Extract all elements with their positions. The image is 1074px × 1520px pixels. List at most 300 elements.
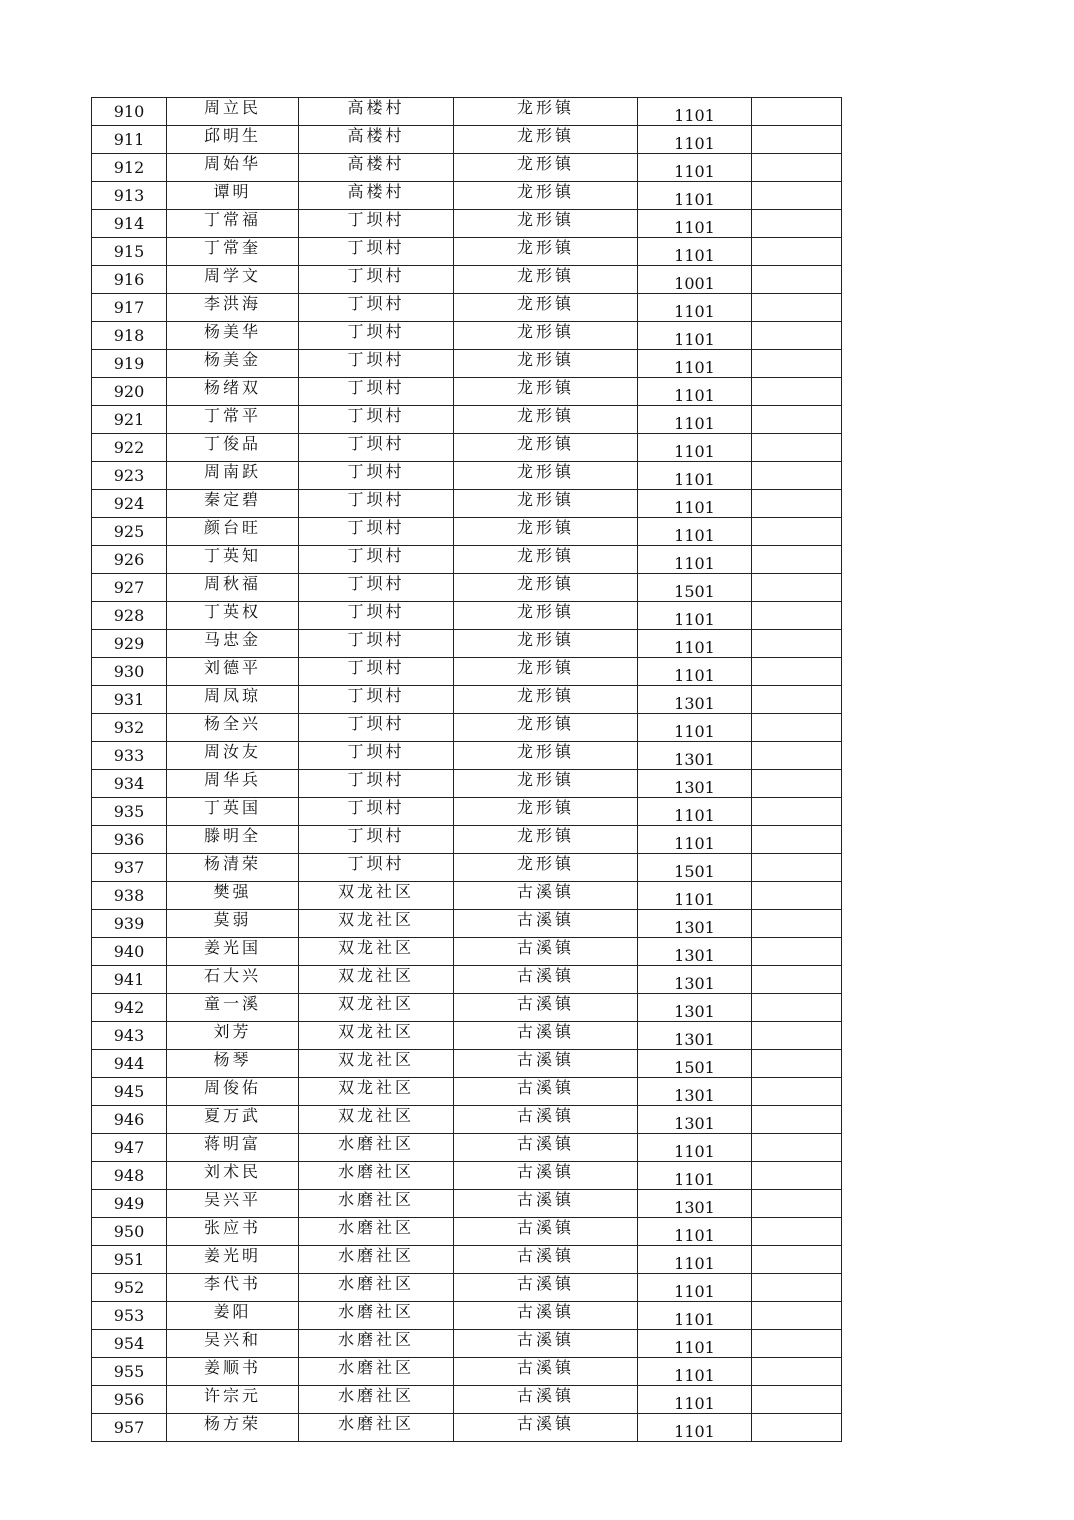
town-cell: 龙形镇: [454, 686, 638, 714]
code-cell: 1101: [638, 658, 752, 686]
row-number-cell: 940: [92, 938, 167, 966]
row-number-cell: 924: [92, 490, 167, 518]
blank-cell: [752, 434, 842, 462]
code-cell: 1101: [638, 602, 752, 630]
code-cell: 1301: [638, 994, 752, 1022]
blank-cell: [752, 518, 842, 546]
blank-cell: [752, 1246, 842, 1274]
person-name-cell: 姜阳: [167, 1302, 299, 1330]
town-cell: 龙形镇: [454, 742, 638, 770]
person-name-cell: 周南跃: [167, 462, 299, 490]
code-cell: 1101: [638, 294, 752, 322]
blank-cell: [752, 910, 842, 938]
town-cell: 龙形镇: [454, 714, 638, 742]
row-number-cell: 946: [92, 1106, 167, 1134]
code-cell: 1301: [638, 938, 752, 966]
row-number-cell: 913: [92, 182, 167, 210]
row-number-cell: 929: [92, 630, 167, 658]
row-number-cell: 956: [92, 1386, 167, 1414]
blank-cell: [752, 1162, 842, 1190]
village-cell: 双龙社区: [299, 1078, 454, 1106]
town-cell: 古溪镇: [454, 1134, 638, 1162]
row-number-cell: 925: [92, 518, 167, 546]
town-cell: 龙形镇: [454, 182, 638, 210]
row-number-cell: 926: [92, 546, 167, 574]
table-row: [92, 938, 842, 966]
row-number-cell: 948: [92, 1162, 167, 1190]
code-cell: 1301: [638, 1022, 752, 1050]
person-name-cell: 许宗元: [167, 1386, 299, 1414]
town-cell: 龙形镇: [454, 490, 638, 518]
code-cell: 1101: [638, 714, 752, 742]
person-name-cell: 童一溪: [167, 994, 299, 1022]
table-row: [92, 1358, 842, 1386]
village-cell: 丁坝村: [299, 210, 454, 238]
row-number-cell: 955: [92, 1358, 167, 1386]
village-cell: 丁坝村: [299, 630, 454, 658]
town-cell: 龙形镇: [454, 154, 638, 182]
code-cell: 1101: [638, 1414, 752, 1442]
table-row: [92, 126, 842, 154]
code-cell: 1101: [638, 378, 752, 406]
table-row: [92, 518, 842, 546]
row-number-cell: 920: [92, 378, 167, 406]
code-cell: 1301: [638, 742, 752, 770]
village-cell: 丁坝村: [299, 574, 454, 602]
row-number-cell: 943: [92, 1022, 167, 1050]
person-name-cell: 周学文: [167, 266, 299, 294]
code-cell: 1101: [638, 882, 752, 910]
table-row: [92, 1050, 842, 1078]
person-name-cell: 丁常福: [167, 210, 299, 238]
row-number-cell: 919: [92, 350, 167, 378]
town-cell: 古溪镇: [454, 1078, 638, 1106]
town-cell: 古溪镇: [454, 1190, 638, 1218]
town-cell: 龙形镇: [454, 378, 638, 406]
code-cell: 1101: [638, 126, 752, 154]
roster-table-body: [92, 98, 842, 1442]
village-cell: 丁坝村: [299, 658, 454, 686]
blank-cell: [752, 826, 842, 854]
blank-cell: [752, 742, 842, 770]
table-row: [92, 378, 842, 406]
town-cell: 古溪镇: [454, 1386, 638, 1414]
code-cell: 1101: [638, 350, 752, 378]
table-row: [92, 434, 842, 462]
code-cell: 1101: [638, 406, 752, 434]
village-cell: 水磨社区: [299, 1274, 454, 1302]
row-number-cell: 930: [92, 658, 167, 686]
village-cell: 丁坝村: [299, 462, 454, 490]
code-cell: 1101: [638, 630, 752, 658]
table-row: [92, 910, 842, 938]
town-cell: 龙形镇: [454, 434, 638, 462]
row-number-cell: 921: [92, 406, 167, 434]
table-row: [92, 210, 842, 238]
village-cell: 丁坝村: [299, 266, 454, 294]
village-cell: 丁坝村: [299, 854, 454, 882]
village-cell: 水磨社区: [299, 1330, 454, 1358]
town-cell: 龙形镇: [454, 798, 638, 826]
table-row: [92, 966, 842, 994]
table-row: [92, 994, 842, 1022]
table-row: [92, 686, 842, 714]
village-cell: 丁坝村: [299, 714, 454, 742]
town-cell: 龙形镇: [454, 546, 638, 574]
town-cell: 龙形镇: [454, 126, 638, 154]
person-name-cell: 邱明生: [167, 126, 299, 154]
town-cell: 古溪镇: [454, 966, 638, 994]
blank-cell: [752, 938, 842, 966]
row-number-cell: 937: [92, 854, 167, 882]
code-cell: 1101: [638, 798, 752, 826]
town-cell: 古溪镇: [454, 1162, 638, 1190]
code-cell: 1301: [638, 910, 752, 938]
village-cell: 丁坝村: [299, 602, 454, 630]
code-cell: 1101: [638, 1358, 752, 1386]
table-row: [92, 238, 842, 266]
town-cell: 龙形镇: [454, 98, 638, 126]
blank-cell: [752, 98, 842, 126]
town-cell: 龙形镇: [454, 574, 638, 602]
person-name-cell: 杨琴: [167, 1050, 299, 1078]
code-cell: 1101: [638, 826, 752, 854]
code-cell: 1101: [638, 1330, 752, 1358]
village-cell: 双龙社区: [299, 938, 454, 966]
town-cell: 古溪镇: [454, 1274, 638, 1302]
town-cell: 龙形镇: [454, 518, 638, 546]
code-cell: 1501: [638, 1050, 752, 1078]
row-number-cell: 912: [92, 154, 167, 182]
town-cell: 古溪镇: [454, 1106, 638, 1134]
table-row: [92, 854, 842, 882]
row-number-cell: 923: [92, 462, 167, 490]
code-cell: 1301: [638, 686, 752, 714]
blank-cell: [752, 1078, 842, 1106]
person-name-cell: 莫弱: [167, 910, 299, 938]
person-name-cell: 周汝友: [167, 742, 299, 770]
village-cell: 双龙社区: [299, 1106, 454, 1134]
blank-cell: [752, 1330, 842, 1358]
code-cell: 1101: [638, 1134, 752, 1162]
village-cell: 丁坝村: [299, 434, 454, 462]
row-number-cell: 932: [92, 714, 167, 742]
row-number-cell: 927: [92, 574, 167, 602]
blank-cell: [752, 266, 842, 294]
code-cell: 1101: [638, 1386, 752, 1414]
village-cell: 双龙社区: [299, 994, 454, 1022]
table-row: [92, 602, 842, 630]
town-cell: 古溪镇: [454, 1358, 638, 1386]
town-cell: 古溪镇: [454, 1302, 638, 1330]
town-cell: 古溪镇: [454, 910, 638, 938]
code-cell: 1301: [638, 966, 752, 994]
person-name-cell: 石大兴: [167, 966, 299, 994]
blank-cell: [752, 322, 842, 350]
person-name-cell: 杨绪双: [167, 378, 299, 406]
person-name-cell: 姜光明: [167, 1246, 299, 1274]
row-number-cell: 936: [92, 826, 167, 854]
table-row: [92, 798, 842, 826]
blank-cell: [752, 1106, 842, 1134]
row-number-cell: 938: [92, 882, 167, 910]
code-cell: 1101: [638, 490, 752, 518]
blank-cell: [752, 1134, 842, 1162]
person-name-cell: 丁英权: [167, 602, 299, 630]
blank-cell: [752, 1302, 842, 1330]
blank-cell: [752, 294, 842, 322]
row-number-cell: 916: [92, 266, 167, 294]
table-row: [92, 1134, 842, 1162]
town-cell: 龙形镇: [454, 770, 638, 798]
table-row: [92, 406, 842, 434]
person-name-cell: 刘芳: [167, 1022, 299, 1050]
blank-cell: [752, 658, 842, 686]
blank-cell: [752, 154, 842, 182]
row-number-cell: 918: [92, 322, 167, 350]
code-cell: 1101: [638, 238, 752, 266]
person-name-cell: 吴兴和: [167, 1330, 299, 1358]
person-name-cell: 丁常平: [167, 406, 299, 434]
blank-cell: [752, 546, 842, 574]
village-cell: 双龙社区: [299, 966, 454, 994]
blank-cell: [752, 1050, 842, 1078]
town-cell: 龙形镇: [454, 406, 638, 434]
village-cell: 丁坝村: [299, 238, 454, 266]
code-cell: 1301: [638, 1106, 752, 1134]
table-row: [92, 1218, 842, 1246]
person-name-cell: 夏万武: [167, 1106, 299, 1134]
town-cell: 古溪镇: [454, 1330, 638, 1358]
table-row: [92, 1274, 842, 1302]
blank-cell: [752, 1190, 842, 1218]
village-cell: 水磨社区: [299, 1302, 454, 1330]
blank-cell: [752, 462, 842, 490]
row-number-cell: 934: [92, 770, 167, 798]
village-cell: 丁坝村: [299, 406, 454, 434]
blank-cell: [752, 406, 842, 434]
table-row: [92, 1190, 842, 1218]
code-cell: 1101: [638, 1246, 752, 1274]
town-cell: 龙形镇: [454, 658, 638, 686]
town-cell: 龙形镇: [454, 854, 638, 882]
row-number-cell: 911: [92, 126, 167, 154]
village-cell: 双龙社区: [299, 910, 454, 938]
town-cell: 龙形镇: [454, 602, 638, 630]
village-cell: 水磨社区: [299, 1134, 454, 1162]
town-cell: 古溪镇: [454, 1050, 638, 1078]
town-cell: 龙形镇: [454, 238, 638, 266]
row-number-cell: 910: [92, 98, 167, 126]
row-number-cell: 915: [92, 238, 167, 266]
village-cell: 高楼村: [299, 154, 454, 182]
table-row: [92, 1302, 842, 1330]
blank-cell: [752, 798, 842, 826]
blank-cell: [752, 490, 842, 518]
person-name-cell: 杨清荣: [167, 854, 299, 882]
row-number-cell: 957: [92, 1414, 167, 1442]
table-row: [92, 574, 842, 602]
blank-cell: [752, 574, 842, 602]
table-row: [92, 294, 842, 322]
village-cell: 水磨社区: [299, 1386, 454, 1414]
code-cell: 1101: [638, 1218, 752, 1246]
person-name-cell: 杨全兴: [167, 714, 299, 742]
person-name-cell: 滕明全: [167, 826, 299, 854]
town-cell: 古溪镇: [454, 1414, 638, 1442]
code-cell: 1101: [638, 154, 752, 182]
person-name-cell: 丁英知: [167, 546, 299, 574]
blank-cell: [752, 238, 842, 266]
row-number-cell: 950: [92, 1218, 167, 1246]
table-row: [92, 1330, 842, 1358]
row-number-cell: 944: [92, 1050, 167, 1078]
table-row: [92, 462, 842, 490]
person-name-cell: 刘德平: [167, 658, 299, 686]
town-cell: 龙形镇: [454, 630, 638, 658]
village-cell: 丁坝村: [299, 686, 454, 714]
person-name-cell: 周凤琼: [167, 686, 299, 714]
town-cell: 龙形镇: [454, 322, 638, 350]
row-number-cell: 931: [92, 686, 167, 714]
person-name-cell: 周立民: [167, 98, 299, 126]
blank-cell: [752, 770, 842, 798]
code-cell: 1501: [638, 574, 752, 602]
code-cell: 1101: [638, 1302, 752, 1330]
table-row: [92, 98, 842, 126]
code-cell: 1101: [638, 518, 752, 546]
blank-cell: [752, 182, 842, 210]
table-row: [92, 546, 842, 574]
village-cell: 高楼村: [299, 98, 454, 126]
person-name-cell: 周始华: [167, 154, 299, 182]
person-name-cell: 杨方荣: [167, 1414, 299, 1442]
blank-cell: [752, 1358, 842, 1386]
person-name-cell: 丁英国: [167, 798, 299, 826]
person-name-cell: 姜顺书: [167, 1358, 299, 1386]
person-name-cell: 秦定碧: [167, 490, 299, 518]
row-number-cell: 952: [92, 1274, 167, 1302]
blank-cell: [752, 126, 842, 154]
blank-cell: [752, 630, 842, 658]
person-name-cell: 樊强: [167, 882, 299, 910]
village-cell: 水磨社区: [299, 1246, 454, 1274]
village-cell: 水磨社区: [299, 1358, 454, 1386]
code-cell: 1101: [638, 546, 752, 574]
table-row: [92, 1246, 842, 1274]
town-cell: 龙形镇: [454, 210, 638, 238]
code-cell: 1101: [638, 98, 752, 126]
village-cell: 水磨社区: [299, 1162, 454, 1190]
village-cell: 丁坝村: [299, 770, 454, 798]
town-cell: 龙形镇: [454, 350, 638, 378]
blank-cell: [752, 350, 842, 378]
person-name-cell: 张应书: [167, 1218, 299, 1246]
row-number-cell: 945: [92, 1078, 167, 1106]
blank-cell: [752, 1274, 842, 1302]
village-cell: 丁坝村: [299, 378, 454, 406]
person-name-cell: 姜光国: [167, 938, 299, 966]
village-cell: 丁坝村: [299, 798, 454, 826]
town-cell: 古溪镇: [454, 994, 638, 1022]
village-cell: 丁坝村: [299, 350, 454, 378]
village-cell: 双龙社区: [299, 882, 454, 910]
blank-cell: [752, 854, 842, 882]
blank-cell: [752, 966, 842, 994]
table-row: [92, 714, 842, 742]
code-cell: 1301: [638, 770, 752, 798]
table-row: [92, 882, 842, 910]
person-name-cell: 丁常奎: [167, 238, 299, 266]
town-cell: 古溪镇: [454, 1218, 638, 1246]
person-name-cell: 杨美金: [167, 350, 299, 378]
table-row: [92, 1414, 842, 1442]
blank-cell: [752, 882, 842, 910]
table-row: [92, 322, 842, 350]
town-cell: 龙形镇: [454, 462, 638, 490]
blank-cell: [752, 1022, 842, 1050]
village-cell: 丁坝村: [299, 826, 454, 854]
table-row: [92, 1078, 842, 1106]
code-cell: 1101: [638, 210, 752, 238]
person-name-cell: 谭明: [167, 182, 299, 210]
person-name-cell: 刘术民: [167, 1162, 299, 1190]
person-name-cell: 杨美华: [167, 322, 299, 350]
table-row: [92, 770, 842, 798]
code-cell: 1101: [638, 462, 752, 490]
town-cell: 龙形镇: [454, 294, 638, 322]
code-cell: 1101: [638, 434, 752, 462]
person-name-cell: 李代书: [167, 1274, 299, 1302]
table-row: [92, 1106, 842, 1134]
blank-cell: [752, 686, 842, 714]
village-cell: 水磨社区: [299, 1190, 454, 1218]
person-name-cell: 周秋福: [167, 574, 299, 602]
town-cell: 古溪镇: [454, 1246, 638, 1274]
row-number-cell: 935: [92, 798, 167, 826]
blank-cell: [752, 994, 842, 1022]
row-number-cell: 951: [92, 1246, 167, 1274]
person-name-cell: 丁俊品: [167, 434, 299, 462]
code-cell: 1501: [638, 854, 752, 882]
roster-table: [91, 97, 842, 1442]
row-number-cell: 939: [92, 910, 167, 938]
person-name-cell: 蒋明富: [167, 1134, 299, 1162]
code-cell: 1101: [638, 182, 752, 210]
village-cell: 丁坝村: [299, 294, 454, 322]
code-cell: 1101: [638, 322, 752, 350]
blank-cell: [752, 602, 842, 630]
table-row: [92, 1022, 842, 1050]
blank-cell: [752, 1414, 842, 1442]
table-row: [92, 182, 842, 210]
person-name-cell: 周俊佑: [167, 1078, 299, 1106]
code-cell: 1101: [638, 1274, 752, 1302]
town-cell: 古溪镇: [454, 882, 638, 910]
row-number-cell: 954: [92, 1330, 167, 1358]
table-row: [92, 742, 842, 770]
person-name-cell: 周华兵: [167, 770, 299, 798]
table-row: [92, 490, 842, 518]
blank-cell: [752, 210, 842, 238]
code-cell: 1101: [638, 1162, 752, 1190]
row-number-cell: 914: [92, 210, 167, 238]
village-cell: 水磨社区: [299, 1218, 454, 1246]
row-number-cell: 949: [92, 1190, 167, 1218]
village-cell: 丁坝村: [299, 322, 454, 350]
town-cell: 古溪镇: [454, 938, 638, 966]
row-number-cell: 942: [92, 994, 167, 1022]
